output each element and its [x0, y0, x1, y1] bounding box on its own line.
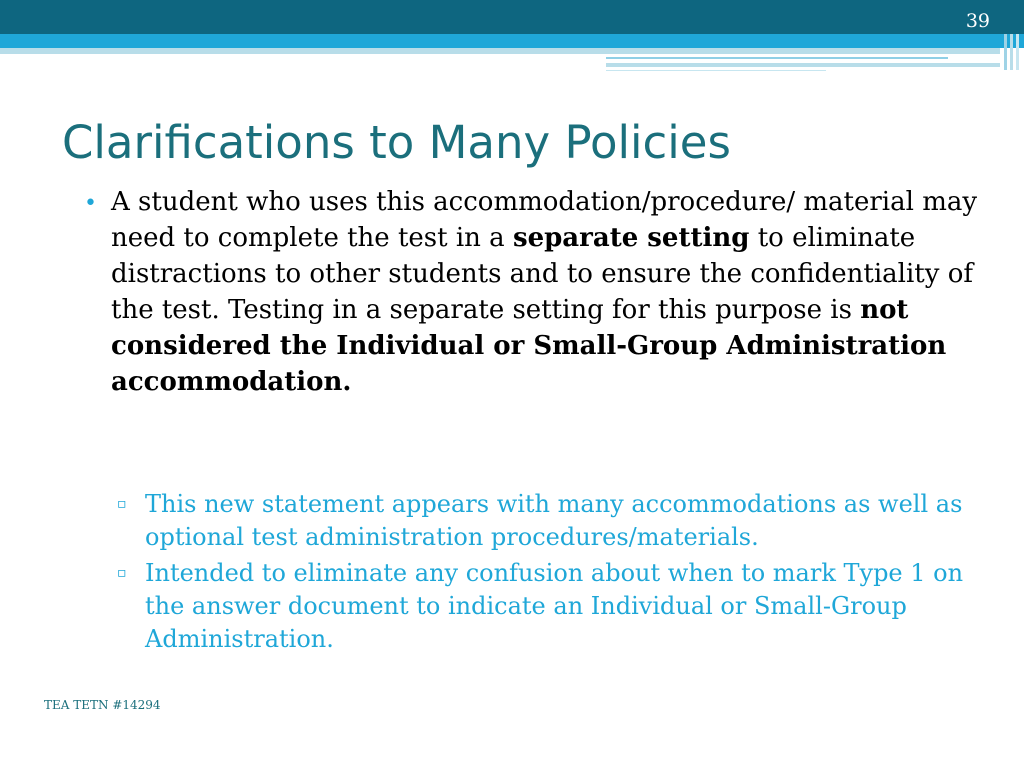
slide-title: Clarifications to Many Policies	[62, 116, 731, 169]
header-band-light	[0, 34, 1024, 48]
decor-line	[606, 57, 948, 59]
sub-bullet-item	[112, 488, 992, 554]
sub-bullet-text: Intended to eliminate any confusion about when to mark Type 1 on the answer document to indicate an Individual or Small-Group Administration.	[145, 559, 964, 653]
slide-number: 39	[965, 10, 990, 32]
header-band-dark	[0, 0, 1024, 34]
sub-bullet-marker: ▫	[117, 496, 127, 512]
sub-bullet-list	[112, 488, 992, 656]
emphasis-separate-setting: separate setting	[512, 223, 750, 253]
decor-line	[606, 63, 1000, 67]
footer-text: TEA TETN #14294	[44, 698, 161, 712]
main-bullet-text-part: A student who uses this accommodation/procedure/ material may need to complete the test in a	[111, 187, 978, 253]
main-bullet-text	[111, 184, 986, 400]
emphasis-not-considered: not considered the Individual or Small-Group Administration accommodation.	[111, 295, 947, 397]
decor-vertical-bar	[1010, 34, 1013, 70]
sub-bullet-item	[112, 557, 992, 656]
header-band-pale	[0, 48, 1000, 54]
decor-vertical-bar	[1016, 34, 1019, 70]
bullet-marker: •	[84, 191, 97, 216]
sub-bullet-text: This new statement appears with many accommodations as well as optional test administration procedures/materials.	[145, 490, 963, 551]
sub-bullet-marker: ▫	[117, 565, 127, 581]
decor-line	[606, 70, 826, 71]
decor-vertical-bar	[1004, 34, 1007, 70]
main-bullet-text-part: to eliminate distractions to other students and to ensure the confidentiality of the test. Testing in a separate setting for this purpose is	[111, 223, 973, 325]
